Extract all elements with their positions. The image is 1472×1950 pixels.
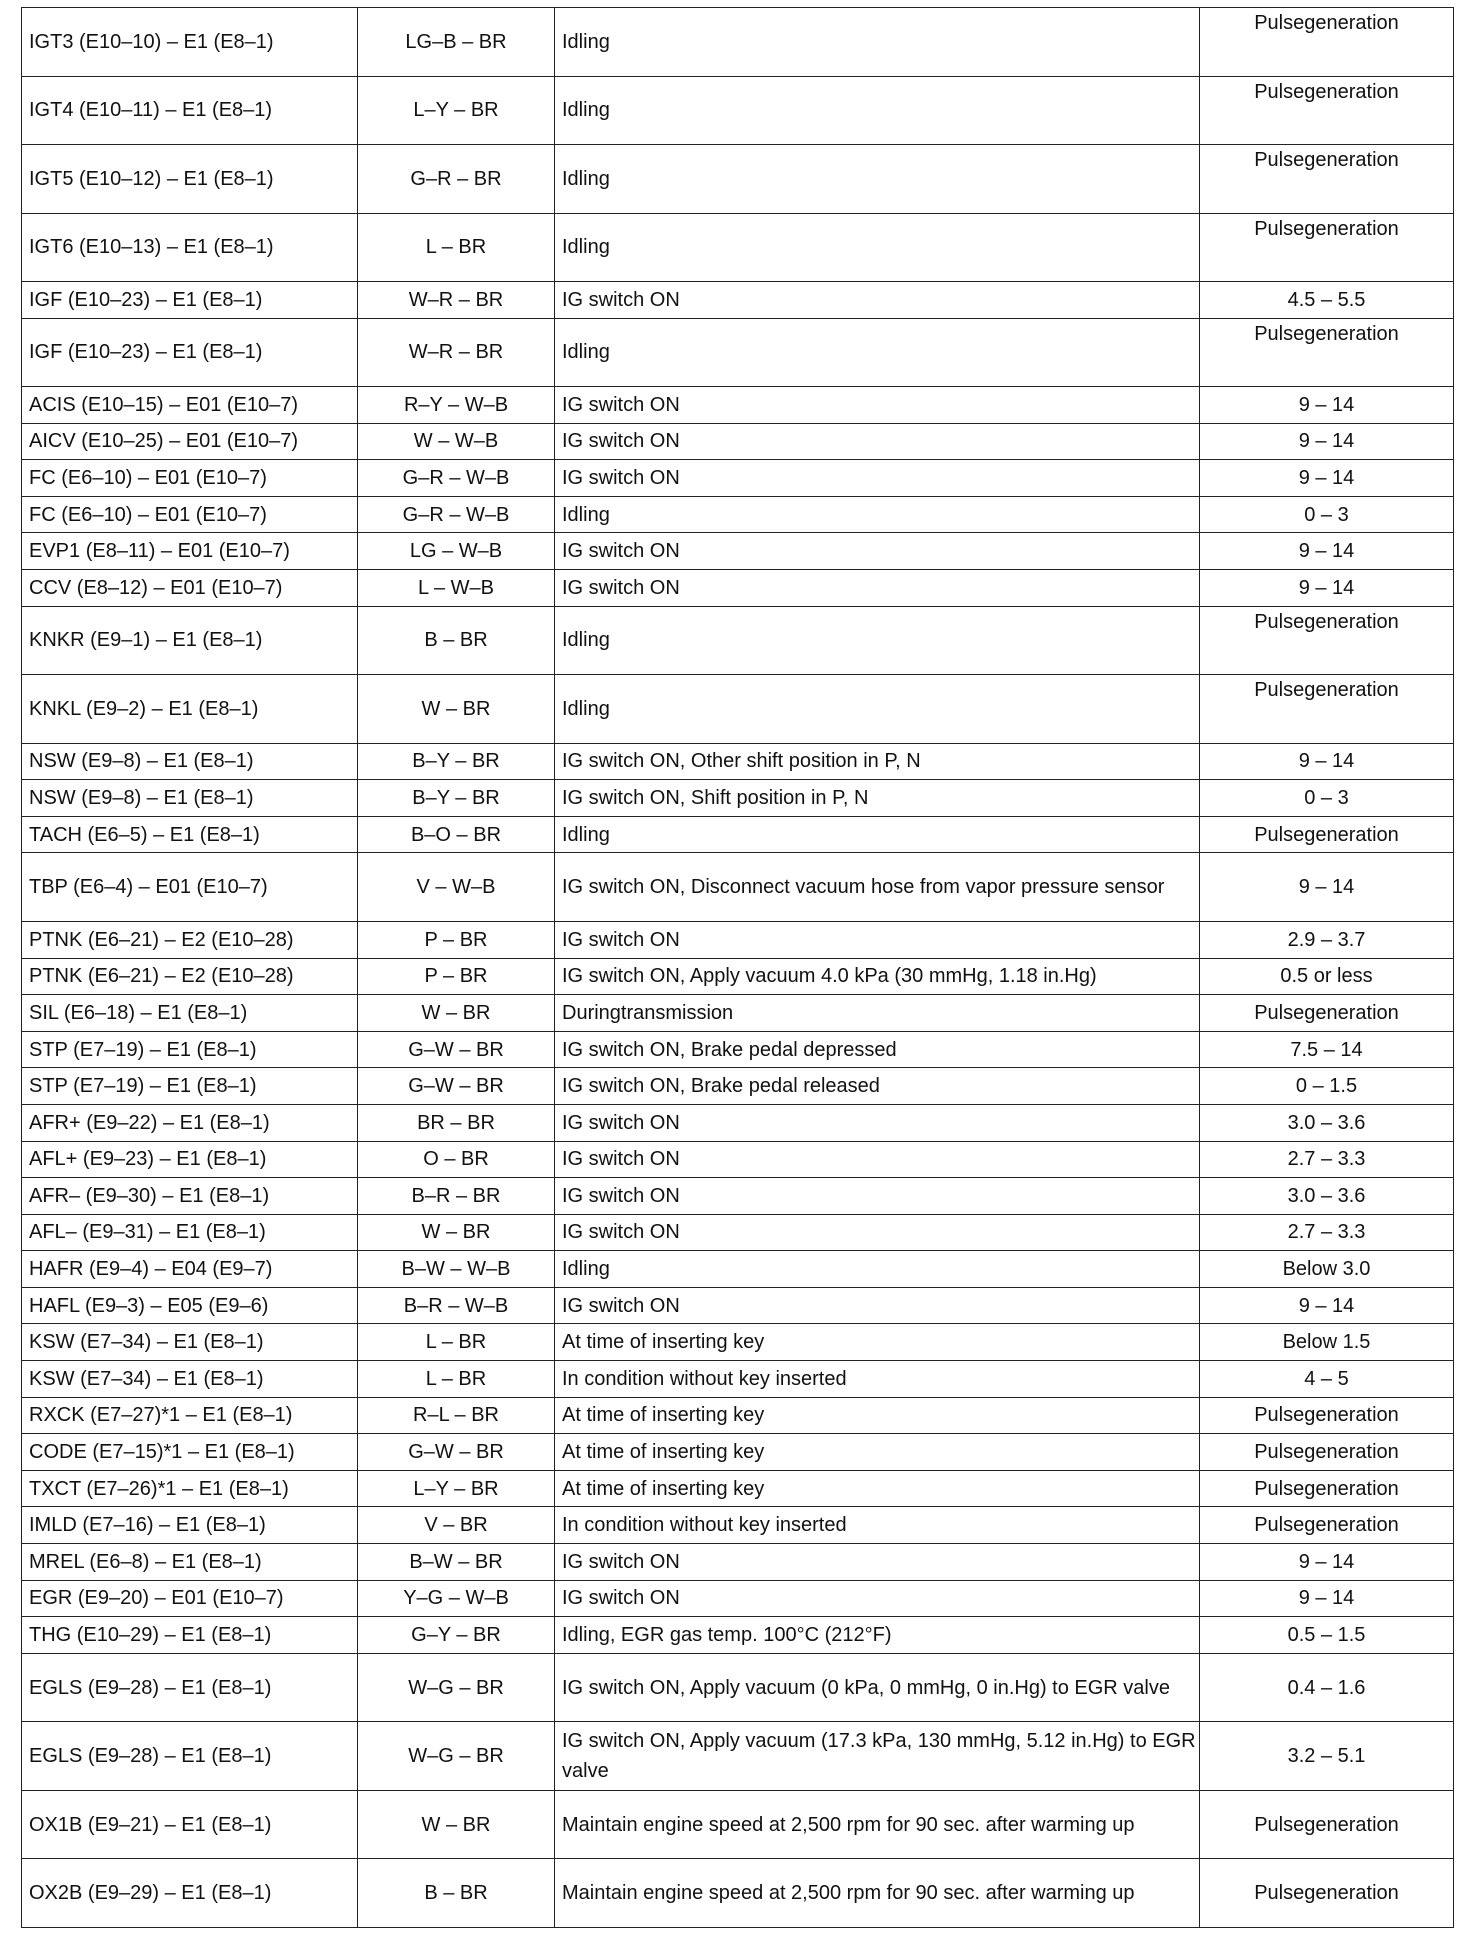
specified-condition-cell: Pulsegeneration — [1200, 1790, 1454, 1859]
terminal-cell: OX2B (E9–29) – E1 (E8–1) — [22, 1859, 358, 1928]
wiring-color-cell: B–R – W–B — [358, 1287, 555, 1324]
terminal-cell: NSW (E9–8) – E1 (E8–1) — [22, 780, 358, 817]
specified-condition-cell: 0 – 3 — [1200, 496, 1454, 533]
terminal-cell: SIL (E6–18) – E1 (E8–1) — [22, 995, 358, 1032]
table-row — [22, 533, 1454, 570]
terminal-cell: CODE (E7–15)*1 – E1 (E8–1) — [22, 1434, 358, 1471]
wiring-color-cell: W–R – BR — [358, 282, 555, 319]
condition-cell: IG switch ON — [555, 1141, 1200, 1178]
table-row — [22, 145, 1454, 214]
terminal-cell: OX1B (E9–21) – E1 (E8–1) — [22, 1790, 358, 1859]
condition-cell: IG switch ON — [555, 1104, 1200, 1141]
terminal-cell: MREL (E6–8) – E1 (E8–1) — [22, 1544, 358, 1581]
condition-cell: IG switch ON — [555, 460, 1200, 497]
terminal-cell: AFR+ (E9–22) – E1 (E8–1) — [22, 1104, 358, 1141]
specified-condition-cell: Below 1.5 — [1200, 1324, 1454, 1361]
specified-condition-cell: Pulsegeneration — [1200, 76, 1454, 145]
wiring-color-cell: W–G – BR — [358, 1653, 555, 1722]
condition-cell: At time of inserting key — [555, 1434, 1200, 1471]
condition-cell: IG switch ON, Apply vacuum (17.3 kPa, 130 mmHg, 5.12 in.Hg) to EGR valve — [555, 1722, 1200, 1791]
wiring-color-cell: W – W–B — [358, 423, 555, 460]
wiring-color-cell: B–Y – BR — [358, 780, 555, 817]
condition-cell: Idling, EGR gas temp. 100°C (212°F) — [555, 1617, 1200, 1654]
terminal-cell: EGLS (E9–28) – E1 (E8–1) — [22, 1653, 358, 1722]
terminal-cell: EVP1 (E8–11) – E01 (E10–7) — [22, 533, 358, 570]
table-row — [22, 1507, 1454, 1544]
specified-condition-cell: Pulsegeneration — [1200, 816, 1454, 853]
specified-condition-cell: 0.5 – 1.5 — [1200, 1617, 1454, 1654]
wiring-color-cell: W – BR — [358, 1214, 555, 1251]
terminal-cell: IGT4 (E10–11) – E1 (E8–1) — [22, 76, 358, 145]
terminal-cell: AFL– (E9–31) – E1 (E8–1) — [22, 1214, 358, 1251]
condition-cell: IG switch ON, Apply vacuum 4.0 kPa (30 mmHg, 1.18 in.Hg) — [555, 958, 1200, 995]
wiring-color-cell: G–R – W–B — [358, 496, 555, 533]
table-row — [22, 423, 1454, 460]
wiring-color-cell: G–Y – BR — [358, 1617, 555, 1654]
specified-condition-cell: 3.0 – 3.6 — [1200, 1178, 1454, 1215]
table-row — [22, 318, 1454, 387]
wiring-color-cell: BR – BR — [358, 1104, 555, 1141]
table-row — [22, 1722, 1454, 1791]
table-row — [22, 1214, 1454, 1251]
table-row — [22, 460, 1454, 497]
specified-condition-cell: 2.9 – 3.7 — [1200, 921, 1454, 958]
condition-cell: Maintain engine speed at 2,500 rpm for 90 sec. after warming up — [555, 1790, 1200, 1859]
specified-condition-cell: Pulsegeneration — [1200, 8, 1454, 77]
condition-cell: IG switch ON — [555, 387, 1200, 424]
table-row — [22, 816, 1454, 853]
condition-cell: IG switch ON — [555, 570, 1200, 607]
terminal-cell: STP (E7–19) – E1 (E8–1) — [22, 1068, 358, 1105]
specified-condition-cell: 7.5 – 14 — [1200, 1031, 1454, 1068]
terminal-cell: AFL+ (E9–23) – E1 (E8–1) — [22, 1141, 358, 1178]
wiring-color-cell: W – BR — [358, 1790, 555, 1859]
condition-cell: IG switch ON, Brake pedal depressed — [555, 1031, 1200, 1068]
specified-condition-cell: Pulsegeneration — [1200, 995, 1454, 1032]
table-row — [22, 76, 1454, 145]
condition-cell: Idling — [555, 496, 1200, 533]
table-row — [22, 958, 1454, 995]
wiring-color-cell: L – W–B — [358, 570, 555, 607]
condition-cell: IG switch ON — [555, 1287, 1200, 1324]
specified-condition-cell: 0.5 or less — [1200, 958, 1454, 995]
terminal-cell: FC (E6–10) – E01 (E10–7) — [22, 496, 358, 533]
condition-cell: At time of inserting key — [555, 1397, 1200, 1434]
condition-cell: Idling — [555, 606, 1200, 675]
condition-cell: In condition without key inserted — [555, 1507, 1200, 1544]
wiring-color-cell: G–R – W–B — [358, 460, 555, 497]
terminal-cell: EGLS (E9–28) – E1 (E8–1) — [22, 1722, 358, 1791]
terminal-cell: TBP (E6–4) – E01 (E10–7) — [22, 853, 358, 922]
table-row — [22, 743, 1454, 780]
specified-condition-cell: 9 – 14 — [1200, 1287, 1454, 1324]
specified-condition-cell: Pulsegeneration — [1200, 1434, 1454, 1471]
specified-condition-cell: 9 – 14 — [1200, 387, 1454, 424]
specified-condition-cell: Pulsegeneration — [1200, 1470, 1454, 1507]
terminal-cell: CCV (E8–12) – E01 (E10–7) — [22, 570, 358, 607]
wiring-color-cell: G–W – BR — [358, 1068, 555, 1105]
condition-cell: IG switch ON — [555, 1580, 1200, 1617]
condition-cell: Idling — [555, 8, 1200, 77]
table-row — [22, 213, 1454, 282]
table-row — [22, 675, 1454, 744]
wiring-color-cell: L – BR — [358, 1361, 555, 1398]
wiring-color-cell: B – BR — [358, 606, 555, 675]
table-row — [22, 1104, 1454, 1141]
wiring-color-cell: W–G – BR — [358, 1722, 555, 1791]
terminal-cell: KNKL (E9–2) – E1 (E8–1) — [22, 675, 358, 744]
table-row — [22, 1068, 1454, 1105]
specified-condition-cell: 4.5 – 5.5 — [1200, 282, 1454, 319]
table-body — [22, 8, 1454, 1928]
wiring-color-cell: V – BR — [358, 1507, 555, 1544]
condition-cell: Idling — [555, 1251, 1200, 1288]
specified-condition-cell: 3.0 – 3.6 — [1200, 1104, 1454, 1141]
table-row — [22, 1031, 1454, 1068]
wiring-color-cell: B–W – W–B — [358, 1251, 555, 1288]
table-row — [22, 1617, 1454, 1654]
terminal-cell: TXCT (E7–26)*1 – E1 (E8–1) — [22, 1470, 358, 1507]
terminal-cell: IGF (E10–23) – E1 (E8–1) — [22, 318, 358, 387]
condition-cell: IG switch ON — [555, 1544, 1200, 1581]
condition-cell: IG switch ON — [555, 1214, 1200, 1251]
terminal-cell: ACIS (E10–15) – E01 (E10–7) — [22, 387, 358, 424]
specified-condition-cell: 9 – 14 — [1200, 853, 1454, 922]
table-row — [22, 387, 1454, 424]
condition-cell: Idling — [555, 76, 1200, 145]
table-row — [22, 921, 1454, 958]
terminal-cell: THG (E10–29) – E1 (E8–1) — [22, 1617, 358, 1654]
wiring-color-cell: LG–B – BR — [358, 8, 555, 77]
table-row — [22, 780, 1454, 817]
wiring-color-cell: V – W–B — [358, 853, 555, 922]
specified-condition-cell: Pulsegeneration — [1200, 318, 1454, 387]
specified-condition-cell: 0 – 1.5 — [1200, 1068, 1454, 1105]
condition-cell: Idling — [555, 318, 1200, 387]
wiring-color-cell: G–W – BR — [358, 1434, 555, 1471]
terminal-cell: STP (E7–19) – E1 (E8–1) — [22, 1031, 358, 1068]
table-row — [22, 1251, 1454, 1288]
condition-cell: IG switch ON, Brake pedal released — [555, 1068, 1200, 1105]
terminal-cell: EGR (E9–20) – E01 (E10–7) — [22, 1580, 358, 1617]
specified-condition-cell: Pulsegeneration — [1200, 1507, 1454, 1544]
specified-condition-cell: 9 – 14 — [1200, 1580, 1454, 1617]
terminal-cell: PTNK (E6–21) – E2 (E10–28) — [22, 921, 358, 958]
terminal-cell: HAFR (E9–4) – E04 (E9–7) — [22, 1251, 358, 1288]
wiring-color-cell: B–Y – BR — [358, 743, 555, 780]
terminal-cell: AFR– (E9–30) – E1 (E8–1) — [22, 1178, 358, 1215]
wiring-color-cell: B–W – BR — [358, 1544, 555, 1581]
wiring-color-cell: W – BR — [358, 675, 555, 744]
wiring-color-cell: B–R – BR — [358, 1178, 555, 1215]
condition-cell: IG switch ON — [555, 282, 1200, 319]
wiring-color-cell: P – BR — [358, 958, 555, 995]
wiring-color-cell: L – BR — [358, 1324, 555, 1361]
terminal-cell: TACH (E6–5) – E1 (E8–1) — [22, 816, 358, 853]
terminal-cell: IGT6 (E10–13) – E1 (E8–1) — [22, 213, 358, 282]
condition-cell: In condition without key inserted — [555, 1361, 1200, 1398]
condition-cell: Idling — [555, 145, 1200, 214]
terminal-cell: KSW (E7–34) – E1 (E8–1) — [22, 1324, 358, 1361]
specified-condition-cell: 2.7 – 3.3 — [1200, 1214, 1454, 1251]
wiring-color-cell: W–R – BR — [358, 318, 555, 387]
specified-condition-cell: 9 – 14 — [1200, 423, 1454, 460]
specified-condition-cell: 9 – 14 — [1200, 533, 1454, 570]
table-row — [22, 1397, 1454, 1434]
terminal-cell: PTNK (E6–21) – E2 (E10–28) — [22, 958, 358, 995]
terminal-cell: IMLD (E7–16) – E1 (E8–1) — [22, 1507, 358, 1544]
condition-cell: IG switch ON — [555, 1178, 1200, 1215]
condition-cell: Duringtransmission — [555, 995, 1200, 1032]
condition-cell: IG switch ON, Shift position in P, N — [555, 780, 1200, 817]
condition-cell: At time of inserting key — [555, 1324, 1200, 1361]
wiring-color-cell: L – BR — [358, 213, 555, 282]
specified-condition-cell: 9 – 14 — [1200, 743, 1454, 780]
terminal-cell: HAFL (E9–3) – E05 (E9–6) — [22, 1287, 358, 1324]
specified-condition-cell: 4 – 5 — [1200, 1361, 1454, 1398]
table-row — [22, 1653, 1454, 1722]
table-row — [22, 1324, 1454, 1361]
table-row — [22, 496, 1454, 533]
table-row — [22, 8, 1454, 77]
wiring-color-cell: B – BR — [358, 1859, 555, 1928]
specified-condition-cell: Pulsegeneration — [1200, 675, 1454, 744]
wiring-color-cell: B–O – BR — [358, 816, 555, 853]
terminal-cell: IGF (E10–23) – E1 (E8–1) — [22, 282, 358, 319]
condition-cell: Idling — [555, 213, 1200, 282]
wiring-color-cell: G–R – BR — [358, 145, 555, 214]
table-row — [22, 853, 1454, 922]
condition-cell: IG switch ON — [555, 921, 1200, 958]
wiring-color-cell: R–L – BR — [358, 1397, 555, 1434]
table-row — [22, 1141, 1454, 1178]
specified-condition-cell: 0.4 – 1.6 — [1200, 1653, 1454, 1722]
table-row — [22, 1361, 1454, 1398]
specified-condition-cell: 9 – 14 — [1200, 1544, 1454, 1581]
table-row — [22, 1580, 1454, 1617]
condition-cell: Idling — [555, 816, 1200, 853]
specified-condition-cell: Below 3.0 — [1200, 1251, 1454, 1288]
specified-condition-cell: 9 – 14 — [1200, 460, 1454, 497]
table-row — [22, 1287, 1454, 1324]
condition-cell: At time of inserting key — [555, 1470, 1200, 1507]
terminal-voltage-table — [21, 7, 1454, 1928]
terminal-cell: KNKR (E9–1) – E1 (E8–1) — [22, 606, 358, 675]
specified-condition-cell: 2.7 – 3.3 — [1200, 1141, 1454, 1178]
wiring-color-cell: L–Y – BR — [358, 1470, 555, 1507]
specified-condition-cell: Pulsegeneration — [1200, 1397, 1454, 1434]
wiring-color-cell: O – BR — [358, 1141, 555, 1178]
specified-condition-cell: Pulsegeneration — [1200, 145, 1454, 214]
table-row — [22, 995, 1454, 1032]
table-row — [22, 570, 1454, 607]
wiring-color-cell: G–W – BR — [358, 1031, 555, 1068]
condition-cell: IG switch ON, Other shift position in P, N — [555, 743, 1200, 780]
terminal-cell: IGT3 (E10–10) – E1 (E8–1) — [22, 8, 358, 77]
specified-condition-cell: Pulsegeneration — [1200, 1859, 1454, 1928]
wiring-color-cell: L–Y – BR — [358, 76, 555, 145]
terminal-cell: FC (E6–10) – E01 (E10–7) — [22, 460, 358, 497]
condition-cell: IG switch ON, Disconnect vacuum hose from vapor pressure sensor — [555, 853, 1200, 922]
condition-cell: Maintain engine speed at 2,500 rpm for 90 sec. after warming up — [555, 1859, 1200, 1928]
specified-condition-cell: 0 – 3 — [1200, 780, 1454, 817]
table-row — [22, 1470, 1454, 1507]
specified-condition-cell: Pulsegeneration — [1200, 213, 1454, 282]
table-row — [22, 1434, 1454, 1471]
terminal-cell: KSW (E7–34) – E1 (E8–1) — [22, 1361, 358, 1398]
table-row — [22, 1544, 1454, 1581]
wiring-color-cell: W – BR — [358, 995, 555, 1032]
terminal-cell: NSW (E9–8) – E1 (E8–1) — [22, 743, 358, 780]
specified-condition-cell: 9 – 14 — [1200, 570, 1454, 607]
table-row — [22, 606, 1454, 675]
table-row — [22, 1859, 1454, 1928]
table-row — [22, 282, 1454, 319]
specified-condition-cell: Pulsegeneration — [1200, 606, 1454, 675]
wiring-color-cell: P – BR — [358, 921, 555, 958]
wiring-color-cell: Y–G – W–B — [358, 1580, 555, 1617]
specified-condition-cell: 3.2 – 5.1 — [1200, 1722, 1454, 1791]
condition-cell: IG switch ON — [555, 423, 1200, 460]
table-row — [22, 1178, 1454, 1215]
wiring-color-cell: LG – W–B — [358, 533, 555, 570]
condition-cell: IG switch ON — [555, 533, 1200, 570]
condition-cell: Idling — [555, 675, 1200, 744]
condition-cell: IG switch ON, Apply vacuum (0 kPa, 0 mmHg, 0 in.Hg) to EGR valve — [555, 1653, 1200, 1722]
terminal-cell: IGT5 (E10–12) – E1 (E8–1) — [22, 145, 358, 214]
wiring-color-cell: R–Y – W–B — [358, 387, 555, 424]
terminal-cell: RXCK (E7–27)*1 – E1 (E8–1) — [22, 1397, 358, 1434]
terminal-cell: AICV (E10–25) – E01 (E10–7) — [22, 423, 358, 460]
table-row — [22, 1790, 1454, 1859]
